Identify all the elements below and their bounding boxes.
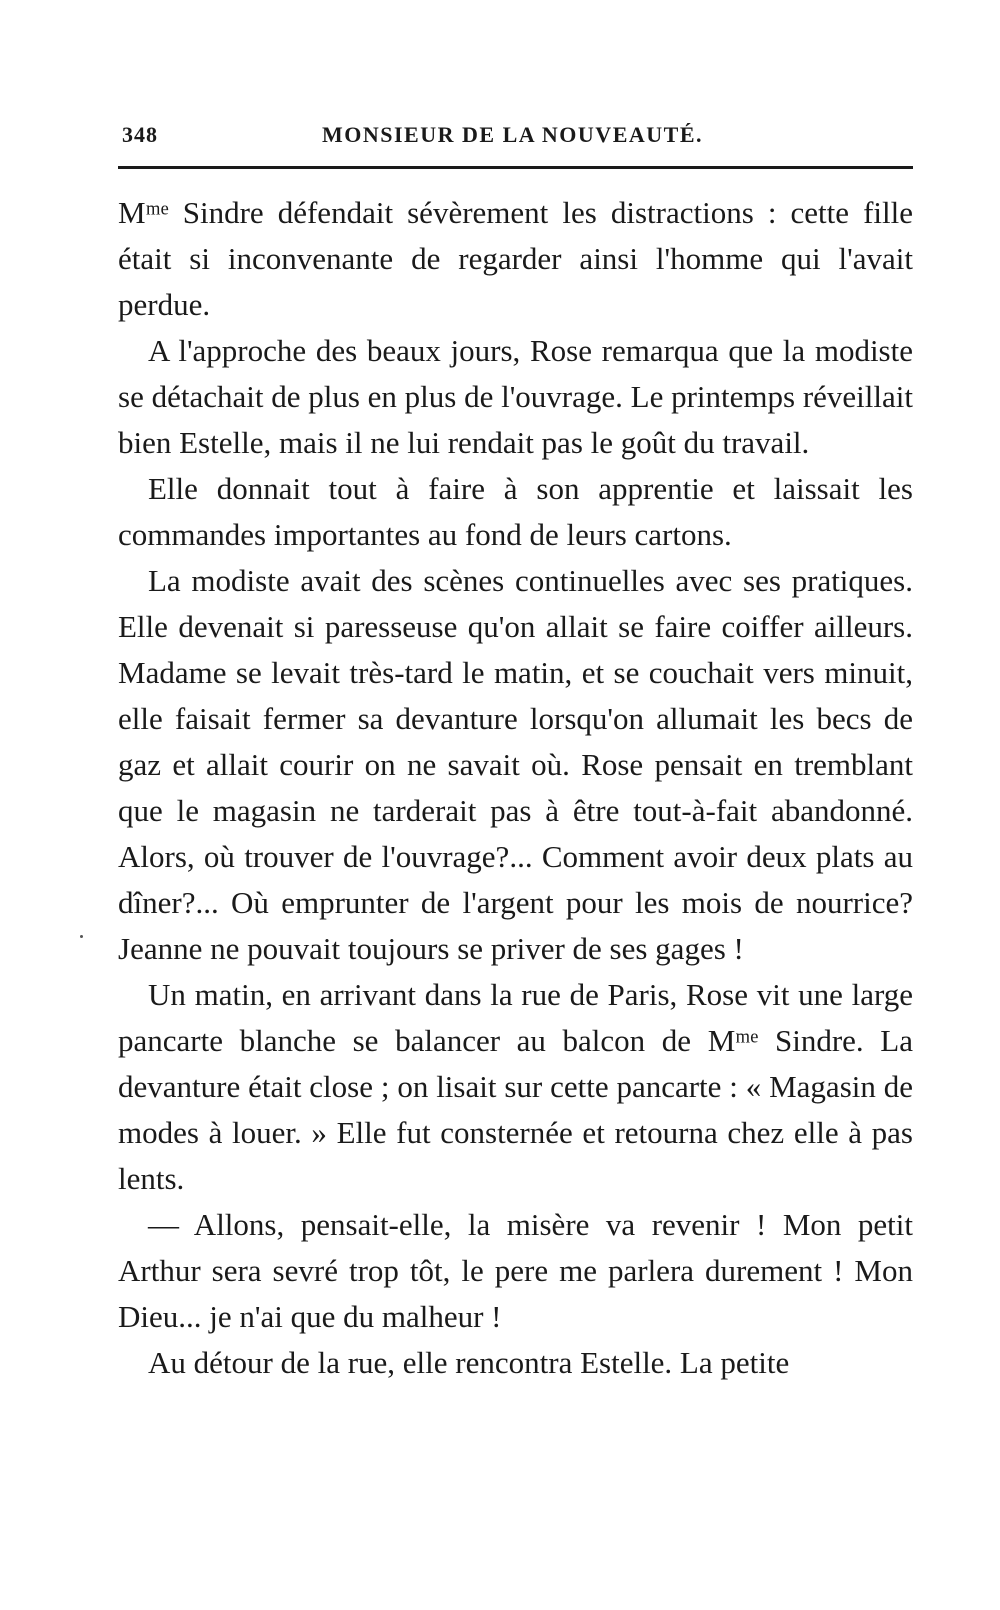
paragraph: Mᵐᵉ Sindre défendait sévèrement les distractions : cette fille était si inconvenante de regarder ainsi l'homme qui l'avait perdue. bbox=[118, 195, 913, 322]
print-speck bbox=[80, 935, 83, 938]
paragraph: La modiste avait des scènes continuelles avec ses pratiques. Elle devenait si paresseuse qu'on allait se faire coiffer ailleurs. Madame se levait très-tard le matin, et se couchait vers minuit, elle faisait fermer sa devanture lorsqu'on allumait les becs de gaz et allait courir on ne savait où. Rose pensait en tremblant que le magasin ne tarderait pas à être tout-à-fait abandonné. Alors, où trouver de l'ouvrage?... Comment avoir deux plats au dîner?... Où emprunter de l'argent pour les mois de nourrice? Jeanne ne pouvait toujours se priver de ses gages ! bbox=[118, 563, 913, 966]
paragraph: A l'approche des beaux jours, Rose remarqua que la modiste se détachait de plus en plus de l'ouvrage. Le printemps réveillait bien Estelle, mais il ne lui rendait pas le goût du travail. bbox=[118, 333, 913, 460]
page-number: 348 bbox=[122, 122, 158, 147]
paragraph: Elle donnait tout à faire à son apprentie et laissait les commandes importantes au fond de leurs cartons. bbox=[118, 471, 913, 552]
running-head bbox=[122, 122, 912, 152]
body-text bbox=[118, 190, 913, 1386]
paragraph: Un matin, en arrivant dans la rue de Paris, Rose vit une large pancarte blanche se balancer au balcon de Mᵐᵉ Sindre. La devanture était close ; on lisait sur cette pancarte : « Magasin de modes à louer. » Elle fut consternée et retourna chez elle à pas lents. bbox=[118, 977, 913, 1196]
running-title: MONSIEUR DE LA NOUVEAUTÉ. bbox=[322, 122, 703, 147]
paragraph: — Allons, pensait-elle, la misère va revenir ! Mon petit Arthur sera sevré trop tôt, le pere me parlera durement ! Mon Dieu... je n'ai que du malheur ! bbox=[118, 1207, 913, 1334]
header-rule bbox=[118, 166, 913, 169]
paragraph: Au détour de la rue, elle rencontra Estelle. La petite bbox=[148, 1345, 790, 1380]
